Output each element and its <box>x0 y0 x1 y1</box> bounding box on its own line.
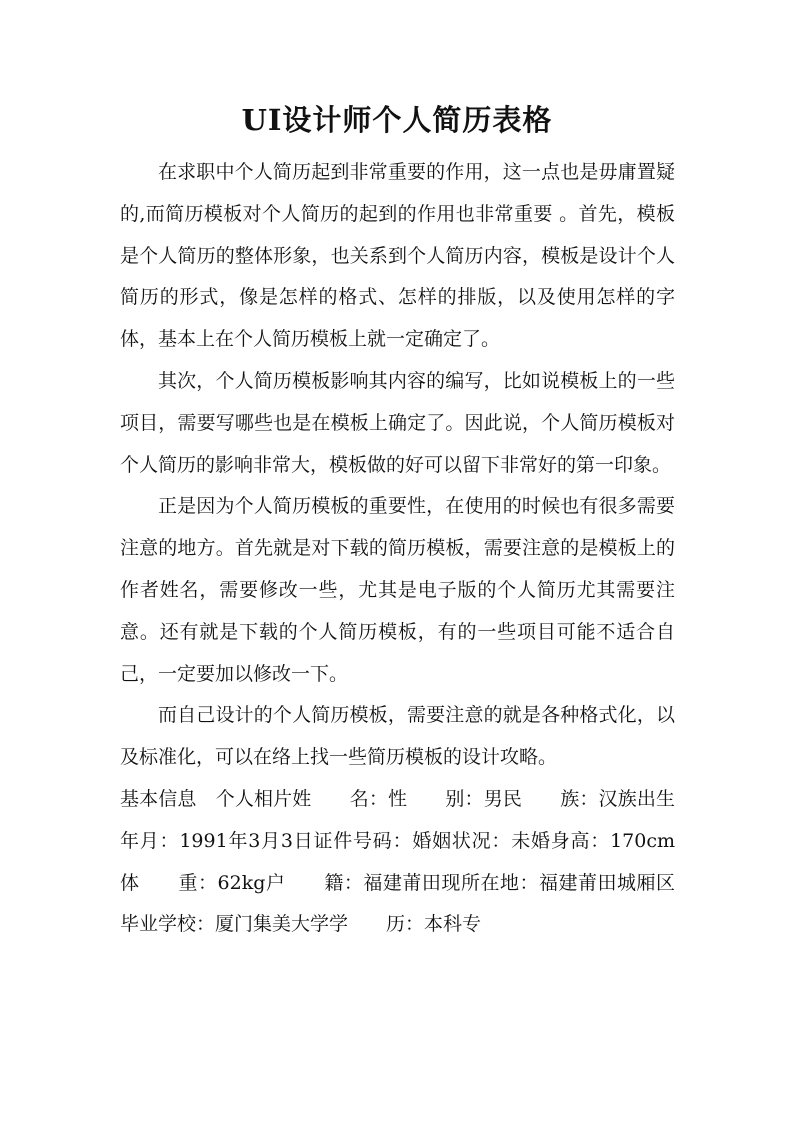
basic-info-text: 基本信息 个人相片姓 名：性 别：男民 族：汉族出生年月：1991年3月3日证件号码：婚姻状况：未婚身高：170cm体 重：62kg户 籍：福建莆田现所在地：福建莆田城厢区毕业学校：厦门集美大学学 历：本科专 <box>120 787 675 936</box>
paragraph-precautions: 正是因为个人简历模板的重要性，在使用的时候也有很多需要注意的地方。首先就是对下载的简历模板，需要注意的是模板上的作者姓名，需要修改一些，尤其是电子版的个人简历尤其需要注意。还有就是下载的个人简历模板，有的一些项目可能不适合自己，一定要加以修改一下。 <box>120 495 675 685</box>
document-title: UI设计师个人简历表格 <box>241 103 553 137</box>
paragraph-self-design: 而自己设计的个人简历模板，需要注意的就是各种格式化，以及标准化，可以在络上找一些简历模板的设计攻略。 <box>120 704 675 769</box>
paragraph-importance: 在求职中个人简历起到非常重要的作用，这一点也是毋庸置疑的,而简历模板对个人简历的起到的作用也非常重要 。首先，模板是个人简历的整体形象，也关系到个人简历内容，模板是设计个人简历的形式，像是怎样的格式、怎样的排版，以及使用怎样的字体，基本上在个人简历模板上就一定确定了。 <box>120 161 675 351</box>
paragraph-content-effect: 其次，个人简历模板影响其内容的编写，比如说模板上的一些项目，需要写哪些也是在模板上确定了。因此说，个人简历模板对个人简历的影响非常大，模板做的好可以留下非常好的第一印象。 <box>120 369 675 476</box>
document-body <box>120 152 675 946</box>
